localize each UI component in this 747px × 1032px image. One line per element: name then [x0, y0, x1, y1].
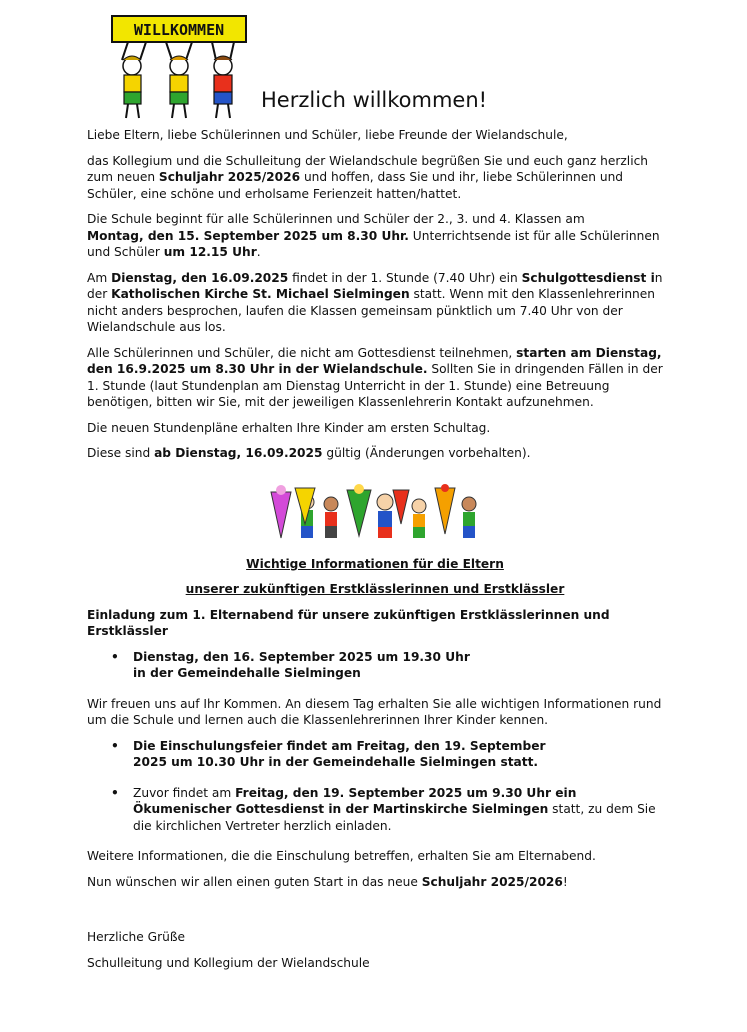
parents-heading-1: Wichtige Informationen für die Eltern — [246, 556, 504, 571]
cone-kid-8 — [462, 497, 476, 538]
cone-kid-1 — [271, 485, 291, 538]
parents-heading-2: unserer zukünftigen Erstklässlerinnen und Erstklässler — [185, 582, 565, 596]
parents-evening-invitation: Einladung zum 1. Elternabend für unsere zukünftigen Erstklässlerinnen und Erstklässler — [87, 607, 610, 638]
letter-body — [87, 127, 663, 980]
paragraph-valid-from: Diese sind ab Dienstag, 16.09.2025 gültig (Änderungen vorbehalten). — [87, 446, 531, 460]
welcome-kids-illustration — [108, 14, 250, 122]
cone-kid-2 — [295, 488, 315, 538]
kid-middle-figure — [166, 42, 192, 118]
cone-kid-6 — [412, 499, 426, 538]
banner-text: WILLKOMMEN — [133, 21, 225, 39]
paragraph-non-participants: Alle Schülerinnen und Schüler, die nicht am Gottesdienst teilnehmen, starten am Dienstag, den 16.9.2025 um 8.30 Uhr in der Wielandschule. Sollten Sie in dringenden Fällen in der 1. Stunde (laut Stundenplan am Dienstag Unterricht in der 1. Stunde) eine Betreuung benötigen, bitten wir Sie, mit der jeweiligen Klassenlehrerin Kontakt aufzunehmen. — [87, 345, 663, 409]
paragraph-service: Am Dienstag, den 16.09.2025 findet in der 1. Stunde (7.40 Uhr) ein Schulgottesdienst in der Katholischen Kirche St. Michael Sielmingen statt. Wenn mit den Klassenlehrerinnen nicht anders besprochen, laufen die Klassen gemeinsam pünktlich um 7.40 Uhr von der Wielandschule aus los. — [87, 270, 663, 334]
kids-with-school-cones-illustration — [267, 484, 483, 542]
list-item: • Die Einschulungsfeier findet am Freitag, den 19. September 2025 um 10.30 Uhr in der Gemeindehalle Sielmingen statt. — [133, 738, 663, 771]
paragraph-further-info: Weitere Informationen, die die Einschulung betreffen, erhalten Sie am Elternabend. — [87, 849, 596, 863]
closing-regards: Herzliche Grüße — [87, 930, 185, 944]
cone-kid-3 — [324, 497, 338, 538]
parents-evening-list — [87, 649, 663, 682]
paragraph-good-start: Nun wünschen wir allen einen guten Start in das neue Schuljahr 2025/2026! — [87, 874, 568, 889]
kid-left-figure — [122, 42, 146, 118]
paragraph-welcome-evening: Wir freuen uns auf Ihr Kommen. An diesem Tag erhalten Sie alle wichtigen Informationen rund um die Schule und lernen auch die Klassenlehrerinnen Ihrer Kinder kennen. — [87, 696, 662, 727]
enrollment-list — [87, 738, 663, 835]
list-item: • Zuvor findet am Freitag, den 19. September 2025 um 9.30 Uhr ein Ökumenischer Gottesdienst in der Martinskirche Sielmingen statt, zu dem Sie die kirchlichen Vertreter herzlich einladen. — [133, 785, 663, 835]
cone-kid-5 — [377, 490, 409, 538]
paragraph-welcome: das Kollegium und die Schulleitung der Wielandschule begrüßen Sie und euch ganz herzlich zum neuen Schuljahr 2025/2026 und hoffen, dass Sie und ihr, liebe Schülerinnen und Schüler, eine schöne und erholsame Ferienzeit hatten/hattet. — [87, 153, 649, 201]
paragraph-timetables: Die neuen Stundenpläne erhalten Ihre Kinder am ersten Schultag. — [87, 420, 491, 435]
closing-signature: Schulleitung und Kollegium der Wielandschule — [87, 955, 370, 970]
cone-kid-7 — [435, 484, 455, 534]
cone-kid-4 — [347, 484, 371, 536]
page-title: Herzlich willkommen! — [261, 88, 488, 112]
greeting: Liebe Eltern, liebe Schülerinnen und Schüler, liebe Freunde der Wielandschule, — [87, 128, 568, 142]
kid-right-figure — [212, 42, 234, 118]
paragraph-school-start: Die Schule beginnt für alle Schülerinnen und Schüler der 2., 3. und 4. Klassen am Montag, den 15. September 2025 um 8.30 Uhr. Unterrichtsende ist für alle Schülerinnen und Schüler um 12.15 Uhr. — [87, 212, 660, 259]
list-item: • Dienstag, den 16. September 2025 um 19.30 Uhr in der Gemeindehalle Sielmingen — [133, 649, 663, 682]
